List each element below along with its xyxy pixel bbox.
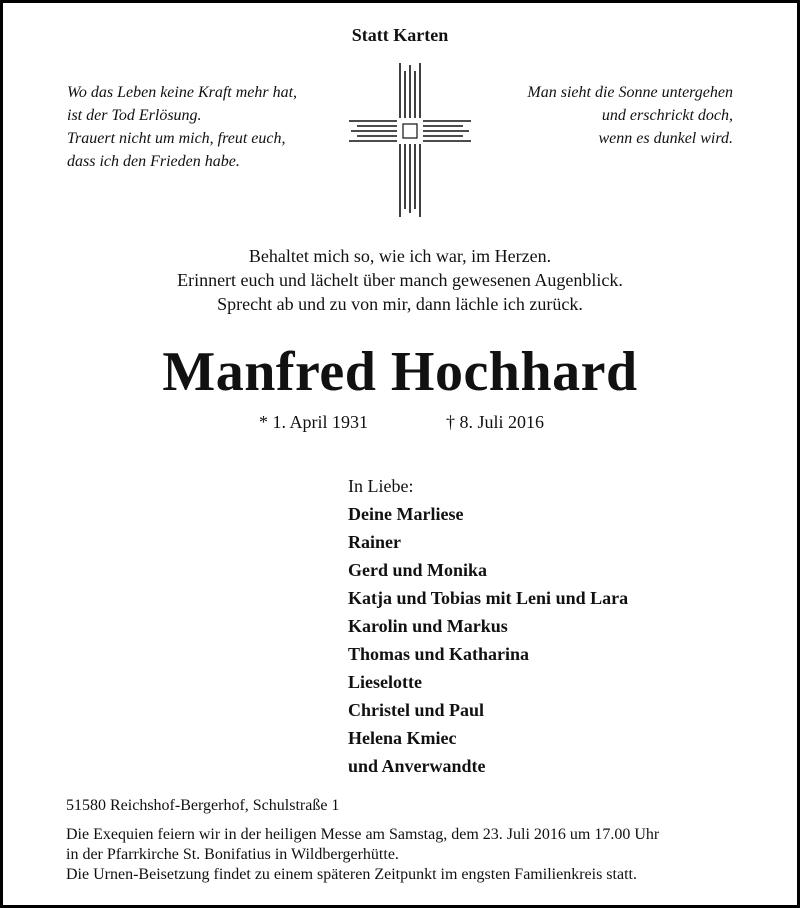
footer-details: [66, 796, 659, 885]
verse-line: Behaltet mich so, wie ich war, im Herzen.: [248, 246, 552, 266]
notice-header: Statt Karten: [351, 25, 449, 45]
verse-line: Sprecht ab und zu von mir, dann lächle ich zurück.: [217, 294, 583, 314]
mourner-name: Thomas und Katharina: [348, 644, 530, 664]
poem-right-line: und erschrickt doch,: [601, 107, 733, 124]
poem-right: [527, 81, 733, 150]
poem-left-line: ist der Tod Erlösung.: [67, 107, 202, 124]
mourner-name: Lieselotte: [348, 672, 422, 692]
memorial-verse: [3, 244, 797, 316]
deceased-name: Manfred Hochhard: [162, 341, 638, 403]
birth-date: * 1. April 1931: [259, 412, 369, 432]
service-info-line: in der Pfarrkirche St. Bonifatius in Wildbergerhütte.: [66, 846, 399, 863]
mourners-list: [348, 472, 628, 780]
family-address: 51580 Reichshof-Bergerhof, Schulstraße 1: [66, 797, 340, 814]
mourner-name: und Anverwandte: [348, 756, 486, 776]
mourner-name: Helena Kmiec: [348, 728, 457, 748]
service-info-line: Die Exequien feiern wir in der heiligen Messe am Samstag, dem 23. Juli 2016 um 17.00 Uhr: [66, 826, 660, 843]
cross-icon: [347, 61, 473, 219]
mourner-name: Christel und Paul: [348, 700, 485, 720]
mourner-name: Katja und Tobias mit Leni und Lara: [348, 588, 629, 608]
death-date: † 8. Juli 2016: [446, 412, 545, 432]
poem-left: [67, 81, 297, 173]
mourner-name: Deine Marliese: [348, 504, 464, 524]
poem-left-line: Wo das Leben keine Kraft mehr hat,: [67, 84, 298, 101]
poem-left-line: Trauert nicht um mich, freut euch,: [67, 130, 286, 147]
mourner-name: Gerd und Monika: [348, 560, 488, 580]
mourner-name: Karolin und Markus: [348, 616, 508, 636]
service-info-line: Die Urnen-Beisetzung findet zu einem späteren Zeitpunkt im engsten Familienkreis statt.: [66, 866, 637, 883]
verse-line: Erinnert euch und lächelt über manch gewesenen Augenblick.: [177, 270, 623, 290]
poem-left-line: dass ich den Frieden habe.: [67, 153, 240, 170]
mourners-intro: In Liebe:: [348, 476, 414, 496]
poem-right-line: Man sieht die Sonne untergehen: [527, 84, 733, 101]
poem-right-line: wenn es dunkel wird.: [598, 130, 733, 147]
mourner-name: Rainer: [348, 532, 401, 552]
